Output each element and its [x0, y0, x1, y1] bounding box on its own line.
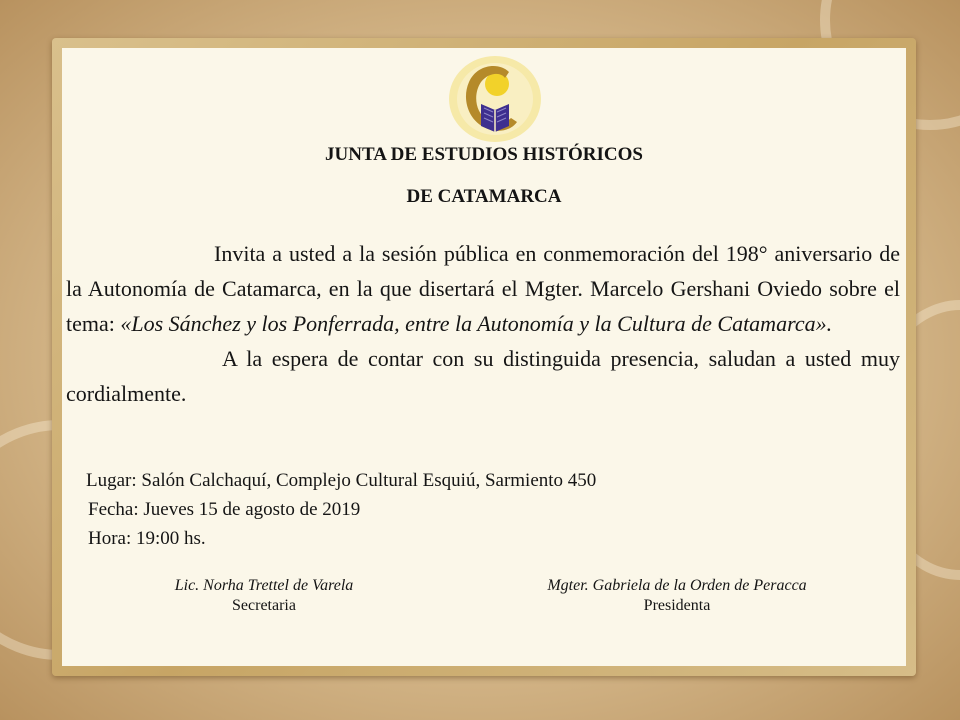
- lecture-topic: «Los Sánchez y los Ponferrada, entre la Autonomía y la Cultura de Catamarca».: [120, 311, 833, 336]
- invitation-frame: [52, 38, 916, 676]
- invitation-text: Invita a usted a la sesión pública en conmemoración del 198° aniversario de la Autonomía de Catamarca, en la que disertará el Mgter. Marcelo Gershani Oviedo sobre el tema:: [66, 241, 900, 336]
- event-location: Lugar: Salón Calchaquí, Complejo Cultural Esquiú, Sarmiento 450: [86, 470, 597, 491]
- invitation-card: [62, 48, 906, 666]
- invitation-body: [66, 236, 900, 411]
- closing-paragraph: [66, 341, 900, 411]
- organization-subtitle: DE CATAMARCA: [406, 186, 562, 207]
- signatory-name: Lic. Norha Trettel de Varela: [174, 577, 354, 594]
- closing-text: A la espera de contar con su distinguida presencia, saludan a usted muy cordialmente.: [66, 346, 900, 406]
- event-time: Hora: 19:00 hs.: [88, 528, 206, 549]
- signature-secretary: [144, 576, 384, 616]
- signature-president: [502, 576, 852, 616]
- signatory-role: Presidenta: [643, 597, 711, 614]
- event-date: Fecha: Jueves 15 de agosto de 2019: [88, 499, 361, 520]
- open-book-c-logo-icon: [447, 54, 543, 144]
- signatory-name: Mgter. Gabriela de la Orden de Peracca: [547, 577, 807, 594]
- event-details: [86, 466, 596, 553]
- organization-title: JUNTA DE ESTUDIOS HISTÓRICOS: [325, 144, 643, 165]
- signatory-role: Secretaria: [232, 597, 296, 614]
- invitation-paragraph: [66, 236, 900, 341]
